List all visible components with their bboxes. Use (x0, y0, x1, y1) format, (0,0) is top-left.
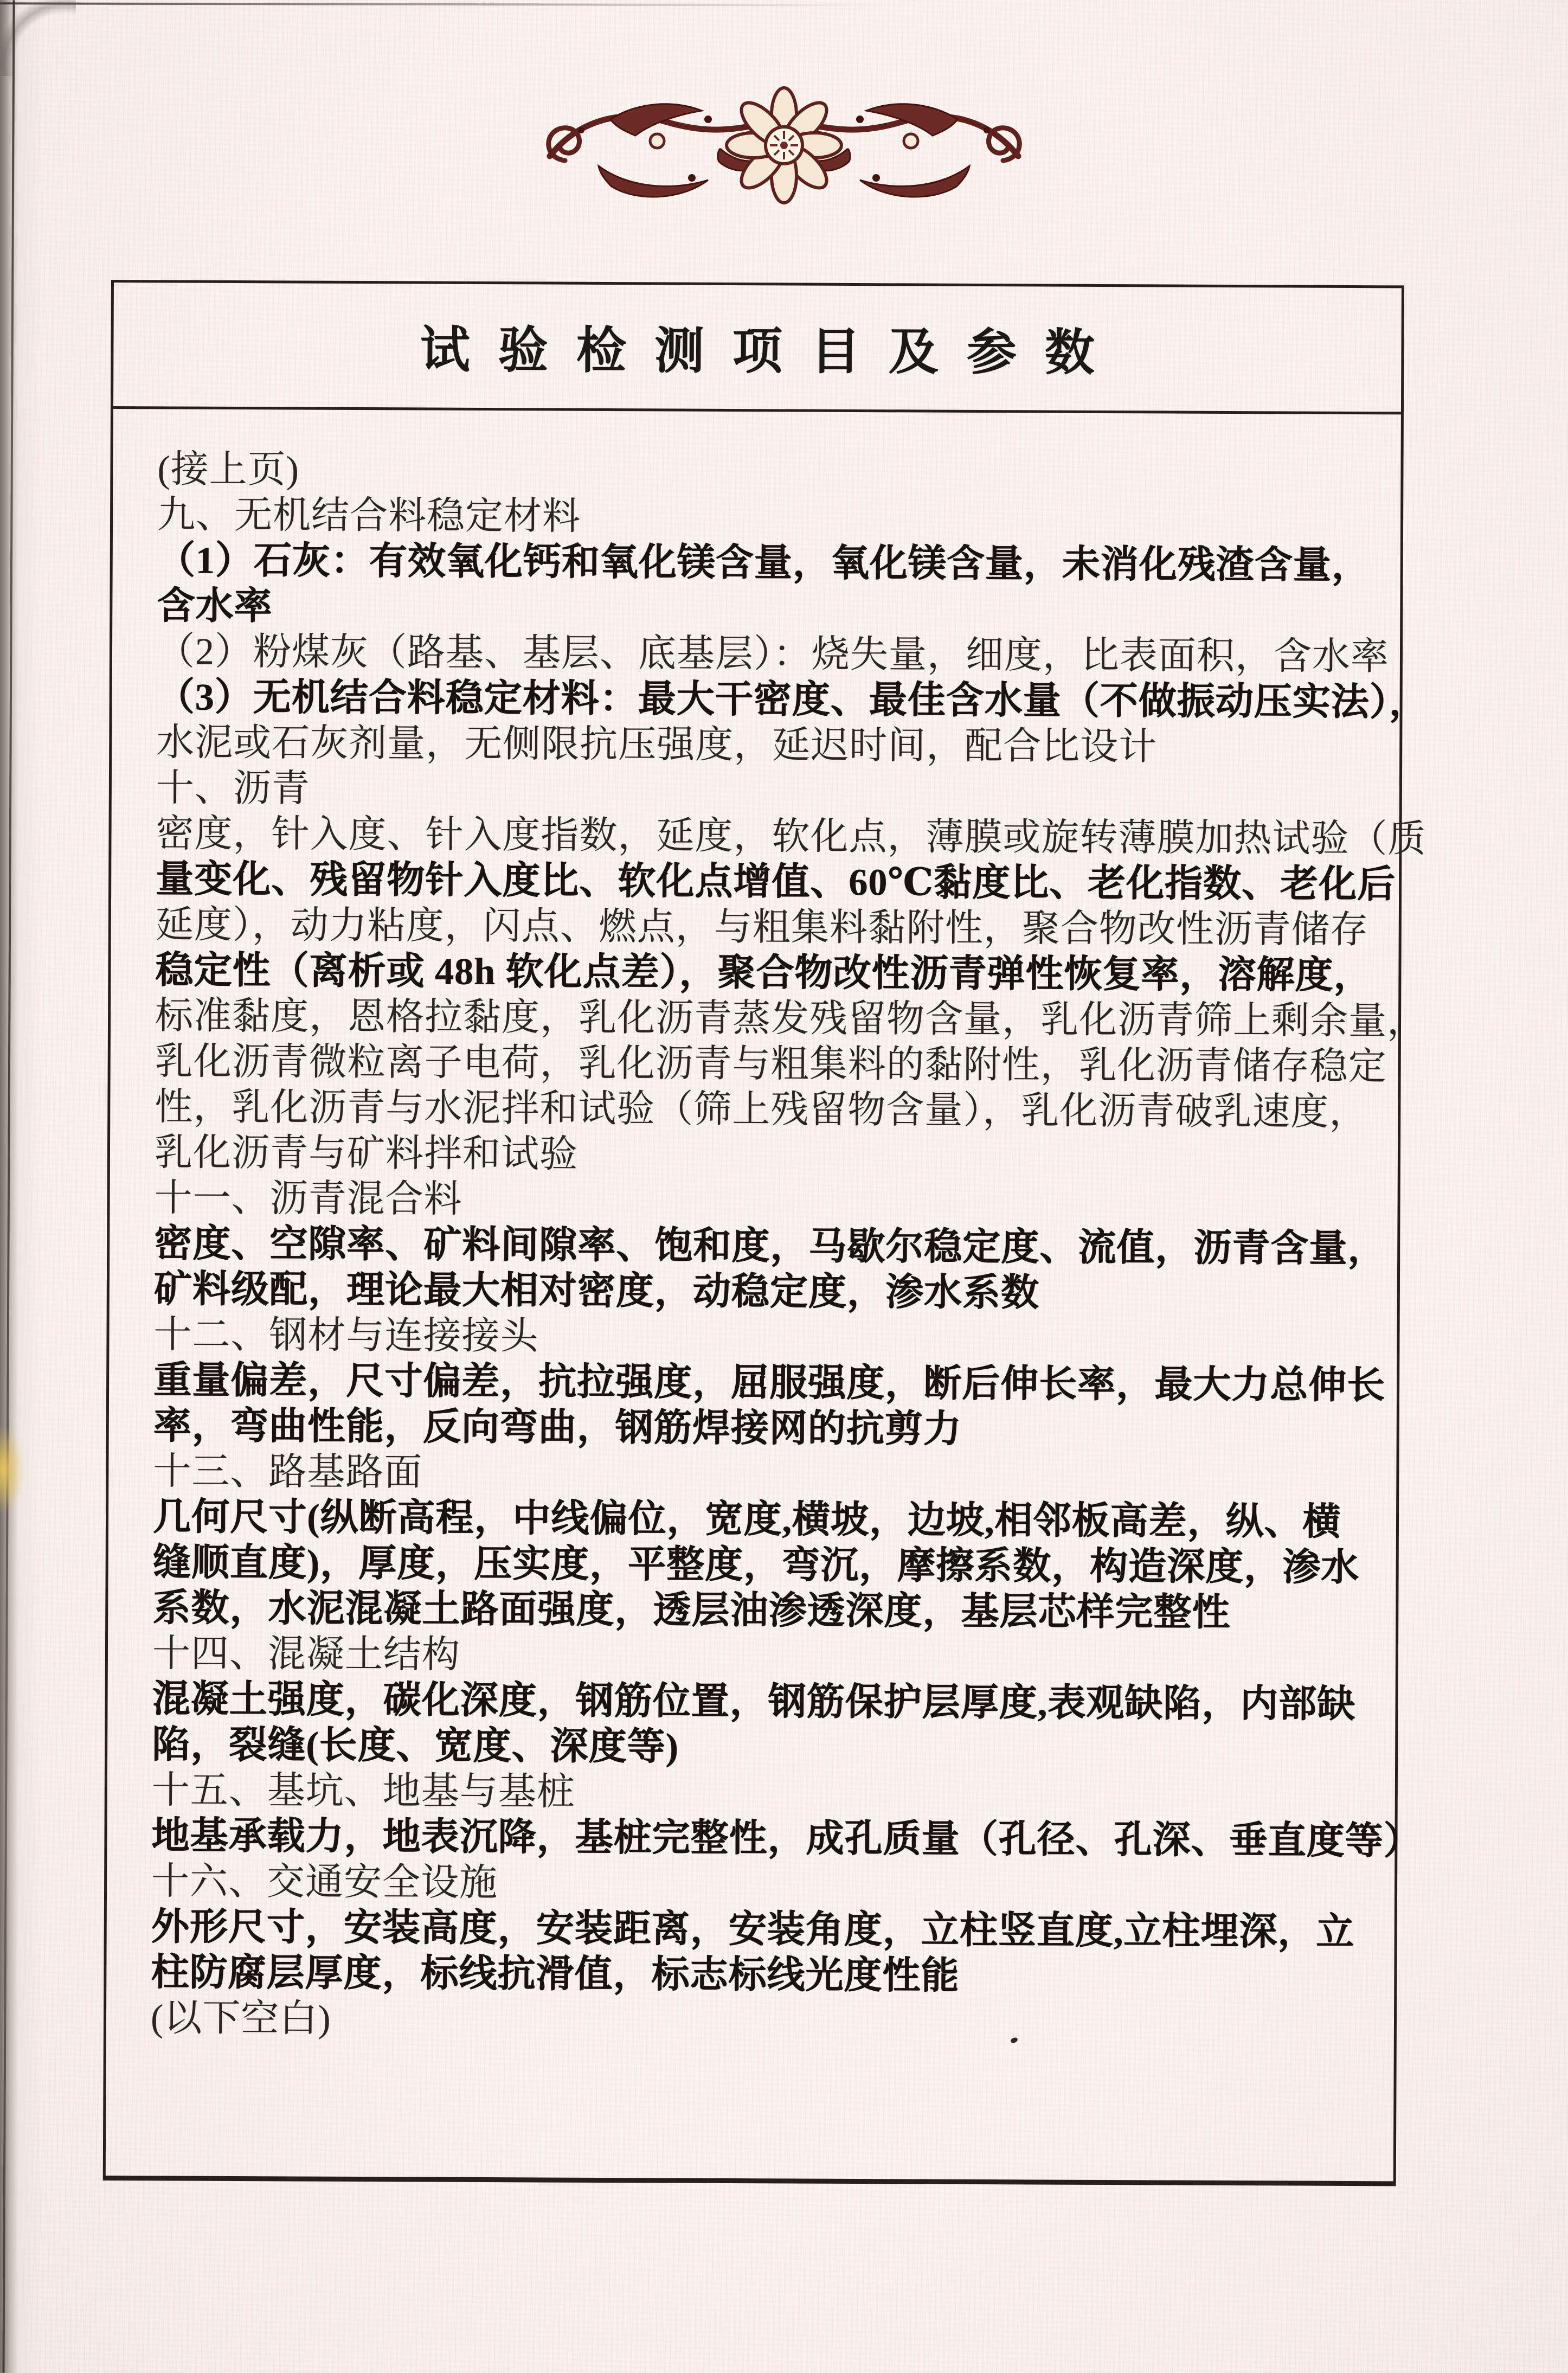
text-line (151, 1813, 1422, 1864)
text-line-content: 十一、沥青混合料 (154, 1177, 462, 1221)
content-box (103, 280, 1428, 2186)
document-body (106, 409, 1428, 2047)
text-line (157, 538, 1400, 589)
text-line-content: (以下空白) (150, 1997, 331, 2040)
text-line (154, 1267, 1397, 1318)
text-line (151, 1904, 1395, 1955)
text-line (153, 1403, 1397, 1454)
text-line (155, 1085, 1398, 1136)
text-line-content: 乳化沥青微粒离子电荷，乳化沥青与粗集料的黏附性，乳化沥青储存稳定 (155, 1041, 1387, 1088)
text-line-content: 柱防腐层厚度，标线抗滑值，标志标线光度性能 (151, 1952, 960, 1997)
text-line (151, 1859, 1395, 1910)
text-line-content: 十三、路基路面 (153, 1451, 423, 1494)
text-line (154, 1221, 1397, 1272)
text-line-content: 十四、混凝土结构 (152, 1633, 461, 1676)
page-corner-shadow (0, 0, 76, 76)
text-line (151, 1950, 1394, 2001)
title-row (113, 283, 1402, 414)
central-flower (727, 88, 841, 203)
text-line-content: 十、沥青 (156, 767, 311, 810)
text-line (153, 1495, 1396, 1545)
text-line (156, 857, 1399, 908)
text-line (156, 675, 1428, 726)
text-line (151, 1996, 1394, 2047)
text-line (152, 1631, 1396, 1682)
text-line-content: 水泥或石灰剂量，无侧限抗压强度，延迟时间，配合比设计 (156, 722, 1158, 768)
text-line-content: 十六、交通安全设施 (151, 1861, 498, 1904)
text-line (152, 1677, 1395, 1728)
text-line-content: 陷，裂缝(长度、宽度、深度等) (152, 1724, 679, 1768)
text-line (156, 811, 1426, 862)
text-line-content: 性，乳化沥青与水泥拌和试验（筛上残留物含量），乳化沥青破乳速度， (155, 1086, 1368, 1134)
text-line (157, 583, 1400, 634)
text-line (157, 629, 1400, 680)
text-line (153, 1312, 1397, 1363)
left-edge-highlight-mark (0, 1426, 24, 1513)
text-line-content: (接上页) (157, 448, 300, 491)
text-line (152, 1540, 1396, 1591)
text-line-content: 外形尺寸，安装高度，安装距离，安装角度，立柱竖直度,立柱埋深，立 (151, 1906, 1355, 1954)
text-line-content: 十二、钢材与连接接头 (153, 1314, 539, 1358)
page-title: 试验检测项目及参数 (420, 322, 1123, 381)
floral-scroll-ornament-icon (529, 50, 1039, 241)
text-line-content: 地基承载力，地表沉降，基桩完整性，成孔质量（孔径、孔深、垂直度等） (151, 1815, 1422, 1863)
text-line-content: （3）无机结合料稳定材料：最大干密度、最佳含水量（不做振动压实法）， (156, 676, 1428, 724)
book-spine-edge-shadow (0, 0, 43, 2373)
text-line (155, 993, 1426, 1044)
text-line (154, 1176, 1397, 1227)
text-line (155, 1130, 1398, 1181)
text-line-content: 十五、基坑、地基与基桩 (151, 1769, 576, 1813)
text-line-content: 含水率 (157, 585, 273, 628)
text-line (156, 720, 1399, 771)
text-line-content: 矿料级配，理论最大相对密度，动稳定度，渗水系数 (153, 1268, 1040, 1314)
text-line (155, 948, 1398, 999)
text-line (157, 492, 1400, 543)
text-line-content: （1）石灰：有效氧化钙和氧化镁含量，氧化镁含量，未消化残渣含量， (157, 540, 1370, 587)
text-line-content: 重量偏差，尺寸偏差，抗拉强度，屈服强度，断后伸长率，最大力总伸长 (153, 1359, 1386, 1407)
text-line-content: 九、无机结合料稳定材料 (157, 494, 581, 538)
text-line-content: 延度），动力粘度，闪点、燃点，与粗集料黏附性，聚合物改性沥青储存 (155, 904, 1368, 952)
text-line-content: 密度、空隙率、矿料间隙率、饱和度，马歇尔稳定度、流值，沥青含量， (154, 1223, 1386, 1271)
text-line (155, 1039, 1398, 1090)
text-line (152, 1586, 1396, 1637)
text-line-content: 缝顺直度)，厚度，压实度，平整度，弯沉，摩擦系数，构造深度，渗水 (152, 1542, 1360, 1589)
scan-top-edge-line (0, 2, 878, 6)
text-line-content: 系数，水泥混凝土路面强度，透层油渗透深度，基层芯样完整性 (152, 1587, 1231, 1634)
text-line-content: 率，弯曲性能，反向弯曲，钢筋焊接网的抗剪力 (153, 1405, 962, 1451)
text-line (153, 1449, 1396, 1500)
text-line-content: 密度，针入度、针入度指数，延度，软化点，薄膜或旋转薄膜加热试验（质 (156, 813, 1426, 861)
text-line (152, 1768, 1395, 1819)
text-line-content: （2）粉煤灰（路基、基层、底基层）：烧失量，细度，比表面积，含水率 (156, 631, 1390, 678)
text-line-content: 标准黏度，恩格拉黏度，乳化沥青蒸发残留物含量，乳化沥青筛上剩余量， (155, 995, 1426, 1043)
text-line (156, 902, 1399, 953)
text-line (152, 1722, 1395, 1773)
text-line (153, 1358, 1397, 1409)
text-line-content: 量变化、残留物针入度比、软化点增值、60℃黏度比、老化指数、老化后 (156, 858, 1396, 906)
text-line-content: 混凝土强度，碳化深度，钢筋位置，钢筋保护层厚度,表观缺陷，内部缺 (152, 1678, 1356, 1726)
text-line (157, 447, 1400, 498)
text-line-content: 乳化沥青与矿料拌和试验 (154, 1132, 579, 1176)
text-line (156, 766, 1399, 817)
text-line-content: 几何尺寸(纵断高程，中线偏位，宽度,横坡，边坡,相邻板高差，纵、横 (152, 1496, 1341, 1543)
text-line-content: 稳定性（离析或 48h 软化点差），聚合物改性沥青弹性恢复率，溶解度， (155, 950, 1372, 997)
